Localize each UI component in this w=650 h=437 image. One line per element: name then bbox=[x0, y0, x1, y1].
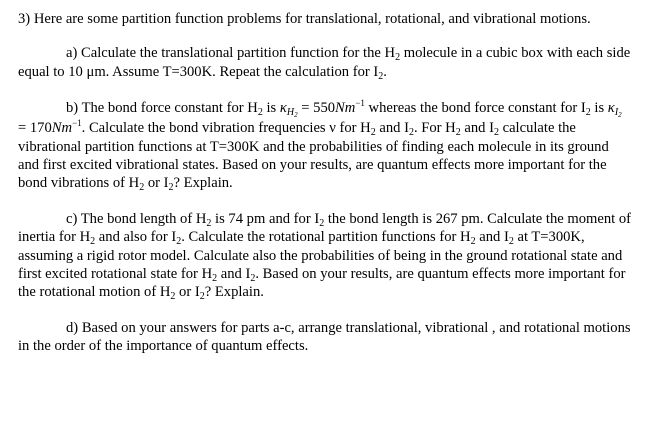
question-intro-text: Here are some partition function problems for translational, rotational, and vibrational motions. bbox=[33, 11, 591, 27]
part-b: b) The bond force constant for $H_2$ is $\kappa_{H_2} = 550Nm^{-1}$ whereas the bond force constant for $I_2$ is $\kappa_{I_2} = 170Nm^{-1}$. Calculate the bond vibration frequencies ν for $H_2$ and $I_2$. For $H_2$ and $I_2$ calculate the vibrational partition functions at T=300K and the probabilities of finding each molecule in its ground and first excited vibrational states. Based on your results, are quantum effects more important for the bond vibrations of $H_2$ or $I_2$? Explain. bbox=[18, 98, 622, 194]
part-d-label: d) bbox=[66, 319, 79, 336]
kappa-h2-equation: $\kappa_{H_2}$ bbox=[279, 100, 298, 120]
part-a: a) Calculate the translational partition function for the $H_2$ molecule in a cubic box with each side equal to 10 μm. Assume T=300K. Repeat the calculation for $I_2$. bbox=[18, 45, 631, 82]
part-c-label: c) bbox=[66, 210, 78, 227]
kappa-i2-equation: $\kappa_{I_2}$ bbox=[607, 100, 622, 120]
part-c: c) The bond length of $H_2$ is 74 pm and for $I_2$ the bond length is 267 pm. Calculate the moment of inertia for $H_2$ and also for $I_2$. Calculate the rotational partition functions for $H_2$ and $I_2$ at T=300K, assuming a rigid rotor model. Calculate also the probabilities of being in the ground rotational state and first excited rotational state for $H_2$ and $I_2$. Based on your results, are quantum effects more important for the rotational motion of $H_2$ or $I_2$? Explain. bbox=[18, 210, 632, 303]
question-number: 3) bbox=[18, 11, 31, 27]
part-a-label: a) bbox=[66, 45, 78, 62]
problem-document bbox=[18, 10, 632, 356]
part-b-label: b) bbox=[66, 100, 79, 117]
question-intro bbox=[18, 10, 632, 28]
part-d: d) Based on your answers for parts a-c, arrange translational, vibrational , and rotational motions in the order of the importance of quantum effects. bbox=[18, 319, 631, 355]
